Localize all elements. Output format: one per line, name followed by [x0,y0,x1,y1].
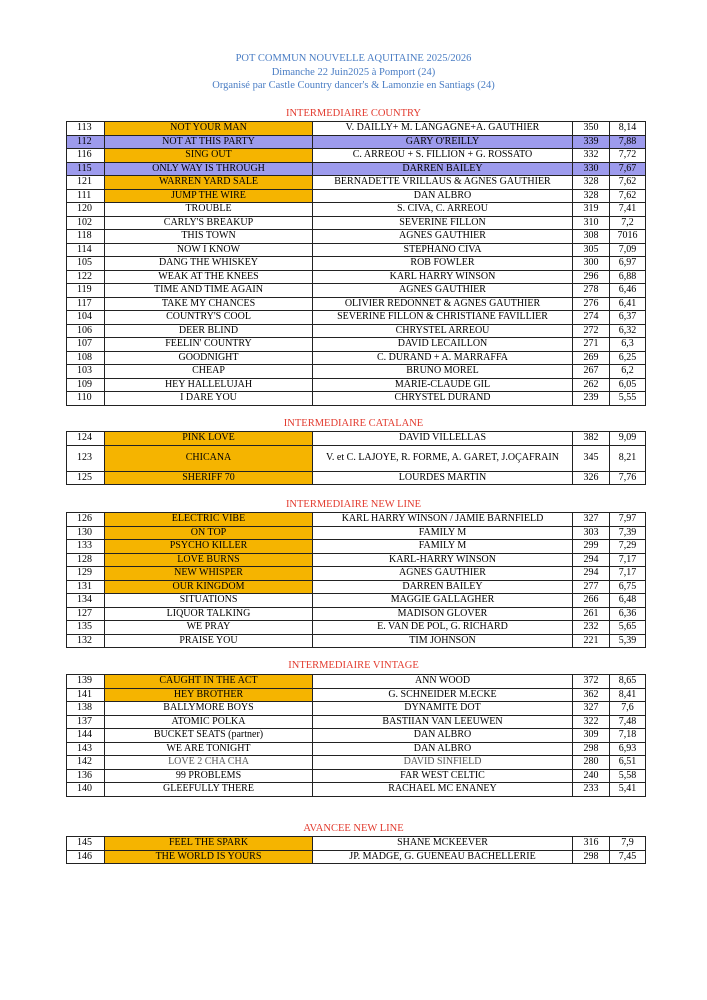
score: 8,21 [610,445,646,471]
choreographer: CHRYSTEL DURAND [313,392,573,406]
points: 274 [573,311,610,325]
row-number: 121 [67,176,105,190]
table-row [67,553,646,567]
row-number: 102 [67,216,105,230]
score: 7,62 [610,189,646,203]
choreographer: LOURDES MARTIN [313,471,573,485]
table-row [67,742,646,756]
dance-name: CARLY'S BREAKUP [105,216,313,230]
choreographer: BERNADETTE VRILLAUS & AGNES GAUTHIER [313,176,573,190]
choreographer: TIM JOHNSON [313,634,573,648]
dance-name: PINK LOVE [105,432,313,446]
choreographer: DARREN BAILEY [313,162,573,176]
row-number: 108 [67,351,105,365]
table-newline [66,512,646,648]
choreographer: AGNES GAUTHIER [313,230,573,244]
table-row [67,189,646,203]
points: 266 [573,594,610,608]
score: 5,39 [610,634,646,648]
score: 6,41 [610,297,646,311]
score: 7,39 [610,526,646,540]
score: 6,25 [610,351,646,365]
table-row [67,365,646,379]
row-number: 127 [67,607,105,621]
choreographer: DARREN BAILEY [313,580,573,594]
points: 261 [573,607,610,621]
table-row [67,216,646,230]
points: 300 [573,257,610,271]
row-number: 136 [67,769,105,783]
score: 7,62 [610,176,646,190]
choreographer: S. CIVA, C. ARREOU [313,203,573,217]
points: 362 [573,688,610,702]
choreographer: MADISON GLOVER [313,607,573,621]
score: 7,45 [610,850,646,864]
choreographer: ROB FOWLER [313,257,573,271]
section-title-newline: INTERMEDIAIRE NEW LINE [285,499,422,510]
table-row [67,567,646,581]
points: 232 [573,621,610,635]
score: 6,05 [610,378,646,392]
table-row [67,715,646,729]
table-row [67,688,646,702]
choreographer: KARL HARRY WINSON [313,270,573,284]
points: 278 [573,284,610,298]
dance-name: LIQUOR TALKING [105,607,313,621]
dance-name: NEW WHISPER [105,567,313,581]
score: 7,17 [610,553,646,567]
table-row [67,135,646,149]
row-number: 103 [67,365,105,379]
dance-name: SING OUT [105,149,313,163]
dance-name: ELECTRIC VIBE [105,513,313,527]
table-row [67,203,646,217]
table-row [67,149,646,163]
section-title-vintage: INTERMEDIAIRE VINTAGE [288,660,419,671]
choreographer: OLIVIER REDONNET & AGNES GAUTHIER [313,297,573,311]
choreographer: FAMILY M [313,526,573,540]
dance-name: FEELIN' COUNTRY [105,338,313,352]
row-number: 115 [67,162,105,176]
table-row [67,297,646,311]
dance-name: PRAISE YOU [105,634,313,648]
score: 7,6 [610,702,646,716]
header-title: POT COMMUN NOUVELLE AQUITAINE 2025/2026 [235,53,472,64]
table-row [67,432,646,446]
points: 298 [573,742,610,756]
dance-name: SHERIFF 70 [105,471,313,485]
row-number: 142 [67,756,105,770]
dance-name: NOT AT THIS PARTY [105,135,313,149]
score: 6,36 [610,607,646,621]
table-row [67,607,646,621]
table-vintage [66,674,646,797]
row-number: 139 [67,675,105,689]
table-row [67,756,646,770]
points: 308 [573,230,610,244]
score: 9,09 [610,432,646,446]
row-number: 141 [67,688,105,702]
score: 8,41 [610,688,646,702]
dance-name: WEAK AT THE KNEES [105,270,313,284]
row-number: 109 [67,378,105,392]
dance-name: CAUGHT IN THE ACT [105,675,313,689]
points: 339 [573,135,610,149]
score: 7,29 [610,540,646,554]
choreographer: MAGGIE GALLAGHER [313,594,573,608]
dance-name: FEEL THE SPARK [105,837,313,851]
score: 7,76 [610,471,646,485]
score: 7,17 [610,567,646,581]
points: 350 [573,122,610,136]
score: 6,88 [610,270,646,284]
choreographer: C. DURAND + A. MARRAFFA [313,351,573,365]
choreographer: JP. MADGE, G. GUENEAU BACHELLERIE [313,850,573,864]
points: 271 [573,338,610,352]
dance-name: TAKE MY CHANCES [105,297,313,311]
row-number: 117 [67,297,105,311]
dance-name: WE ARE TONIGHT [105,742,313,756]
row-number: 106 [67,324,105,338]
choreographer: SHANE MCKEEVER [313,837,573,851]
points: 327 [573,702,610,716]
points: 233 [573,783,610,797]
row-number: 138 [67,702,105,716]
dance-name: HEY BROTHER [105,688,313,702]
choreographer: C. ARREOU + S. FILLION + G. ROSSATO [313,149,573,163]
points: 269 [573,351,610,365]
points: 327 [573,513,610,527]
points: 276 [573,297,610,311]
points: 240 [573,769,610,783]
dance-name: BUCKET SEATS (partner) [105,729,313,743]
points: 294 [573,567,610,581]
table-row [67,230,646,244]
score: 6,46 [610,284,646,298]
dance-name: 99 PROBLEMS [105,769,313,783]
row-number: 126 [67,513,105,527]
dance-name: I DARE YOU [105,392,313,406]
row-number: 134 [67,594,105,608]
table-row [67,702,646,716]
choreographer: G. SCHNEIDER M.ECKE [313,688,573,702]
table-row [67,675,646,689]
points: 345 [573,445,610,471]
dance-name: LOVE BURNS [105,553,313,567]
table-row [67,850,646,864]
table-row [67,351,646,365]
points: 294 [573,553,610,567]
document-header [0,52,707,93]
points: 332 [573,149,610,163]
dance-name: BALLYMORE BOYS [105,702,313,716]
row-number: 104 [67,311,105,325]
row-number: 105 [67,257,105,271]
row-number: 133 [67,540,105,554]
row-number: 128 [67,553,105,567]
points: 303 [573,526,610,540]
choreographer: FAR WEST CELTIC [313,769,573,783]
row-number: 107 [67,338,105,352]
points: 309 [573,729,610,743]
dance-name: DEER BLIND [105,324,313,338]
table-row [67,311,646,325]
dance-name: LOVE 2 CHA CHA [105,756,313,770]
score: 6,2 [610,365,646,379]
row-number: 123 [67,445,105,471]
table-row [67,621,646,635]
choreographer: FAMILY M [313,540,573,554]
section-title-avancee: AVANCEE NEW LINE [303,823,404,834]
table-row [67,769,646,783]
row-number: 140 [67,783,105,797]
row-number: 116 [67,149,105,163]
score: 6,97 [610,257,646,271]
table-row [67,594,646,608]
points: 326 [573,471,610,485]
table-row [67,284,646,298]
choreographer: GARY O'REILLY [313,135,573,149]
table-row [67,729,646,743]
row-number: 122 [67,270,105,284]
row-number: 130 [67,526,105,540]
score: 7,9 [610,837,646,851]
choreographer: STEPHANO CIVA [313,243,573,257]
score: 7,09 [610,243,646,257]
score: 6,51 [610,756,646,770]
row-number: 112 [67,135,105,149]
section-title-country: INTERMEDIAIRE COUNTRY [285,108,422,119]
choreographer: V. et C. LAJOYE, R. FORME, A. GARET, J.OÇAFRAIN [313,445,573,471]
dance-name: THE WORLD IS YOURS [105,850,313,864]
choreographer: MARIE-CLAUDE GIL [313,378,573,392]
score: 6,48 [610,594,646,608]
row-number: 120 [67,203,105,217]
choreographer: E. VAN DE POL, G. RICHARD [313,621,573,635]
table-row [67,634,646,648]
choreographer: CHRYSTEL ARREOU [313,324,573,338]
score: 7,2 [610,216,646,230]
score: 7,18 [610,729,646,743]
row-number: 129 [67,567,105,581]
table-row [67,471,646,485]
points: 328 [573,176,610,190]
row-number: 135 [67,621,105,635]
row-number: 137 [67,715,105,729]
choreographer: RACHAEL MC ENANEY [313,783,573,797]
table-row [67,176,646,190]
score: 5,65 [610,621,646,635]
table-row [67,540,646,554]
score: 6,3 [610,338,646,352]
section-title-catalane: INTERMEDIAIRE CATALANE [283,418,424,429]
choreographer: ANN WOOD [313,675,573,689]
points: 272 [573,324,610,338]
points: 316 [573,837,610,851]
row-number: 132 [67,634,105,648]
choreographer: DAVID LECAILLON [313,338,573,352]
points: 296 [573,270,610,284]
points: 239 [573,392,610,406]
score: 8,14 [610,122,646,136]
dance-name: COUNTRY'S COOL [105,311,313,325]
points: 310 [573,216,610,230]
points: 267 [573,365,610,379]
dance-name: OUR KINGDOM [105,580,313,594]
choreographer: V. DAILLY+ M. LANGAGNE+A. GAUTHIER [313,122,573,136]
score: 7016 [610,230,646,244]
header-date: Dimanche 22 Juin2025 à Pomport (24) [271,66,436,78]
table-avancee [66,836,646,864]
choreographer: DAVID VILLELLAS [313,432,573,446]
dance-name: NOT YOUR MAN [105,122,313,136]
choreographer: SEVERINE FILLON & CHRISTIANE FAVILLIER [313,311,573,325]
score: 8,65 [610,675,646,689]
score: 5,41 [610,783,646,797]
points: 280 [573,756,610,770]
dance-name: ON TOP [105,526,313,540]
dance-name: HEY HALLELUJAH [105,378,313,392]
table-row [67,392,646,406]
table-country [66,121,646,406]
row-number: 146 [67,850,105,864]
points: 330 [573,162,610,176]
score: 7,48 [610,715,646,729]
row-number: 144 [67,729,105,743]
table-row [67,270,646,284]
table-row [67,338,646,352]
dance-name: JUMP THE WIRE [105,189,313,203]
dance-name: WARREN YARD SALE [105,176,313,190]
score: 7,41 [610,203,646,217]
table-row [67,243,646,257]
table-row [67,162,646,176]
choreographer: KARL-HARRY WINSON [313,553,573,567]
choreographer: DAN ALBRO [313,189,573,203]
points: 319 [573,203,610,217]
choreographer: SEVERINE FILLON [313,216,573,230]
row-number: 118 [67,230,105,244]
row-number: 111 [67,189,105,203]
row-number: 145 [67,837,105,851]
dance-name: TIME AND TIME AGAIN [105,284,313,298]
dance-name: ATOMIC POLKA [105,715,313,729]
points: 305 [573,243,610,257]
table-row [67,378,646,392]
row-number: 114 [67,243,105,257]
row-number: 143 [67,742,105,756]
score: 7,88 [610,135,646,149]
table-catalane [66,431,646,485]
table-row [67,783,646,797]
points: 372 [573,675,610,689]
points: 322 [573,715,610,729]
choreographer: BRUNO MOREL [313,365,573,379]
dance-name: GLEEFULLY THERE [105,783,313,797]
dance-name: SITUATIONS [105,594,313,608]
points: 299 [573,540,610,554]
dance-name: TROUBLE [105,203,313,217]
points: 298 [573,850,610,864]
dance-name: CHICANA [105,445,313,471]
score: 7,97 [610,513,646,527]
choreographer: AGNES GAUTHIER [313,284,573,298]
points: 277 [573,580,610,594]
row-number: 113 [67,122,105,136]
table-row [67,257,646,271]
points: 262 [573,378,610,392]
points: 328 [573,189,610,203]
row-number: 119 [67,284,105,298]
points: 382 [573,432,610,446]
table-row [67,513,646,527]
choreographer: DYNAMITE DOT [313,702,573,716]
score: 6,37 [610,311,646,325]
row-number: 124 [67,432,105,446]
dance-name: WE PRAY [105,621,313,635]
dance-name: NOW I KNOW [105,243,313,257]
row-number: 125 [67,471,105,485]
choreographer: DAN ALBRO [313,742,573,756]
row-number: 131 [67,580,105,594]
dance-name: CHEAP [105,365,313,379]
score: 7,72 [610,149,646,163]
table-row [67,122,646,136]
score: 6,93 [610,742,646,756]
dance-name: GOODNIGHT [105,351,313,365]
choreographer: BASTIIAN VAN LEEUWEN [313,715,573,729]
points: 221 [573,634,610,648]
table-row [67,526,646,540]
table-row [67,324,646,338]
score: 6,32 [610,324,646,338]
score: 7,67 [610,162,646,176]
choreographer: DAVID SINFIELD [313,756,573,770]
dance-name: THIS TOWN [105,230,313,244]
header-organizer: Organisé par Castle Country dancer's & Lamonzie en Santiags (24) [212,80,495,91]
score: 6,75 [610,580,646,594]
choreographer: AGNES GAUTHIER [313,567,573,581]
choreographer: KARL HARRY WINSON / JAMIE BARNFIELD [313,513,573,527]
score: 5,58 [610,769,646,783]
dance-name: PSYCHO KILLER [105,540,313,554]
choreographer: DAN ALBRO [313,729,573,743]
dance-name: ONLY WAY IS THROUGH [105,162,313,176]
row-number: 110 [67,392,105,406]
table-row [67,445,646,471]
dance-name: DANG THE WHISKEY [105,257,313,271]
score: 5,55 [610,392,646,406]
table-row [67,837,646,851]
table-row [67,580,646,594]
